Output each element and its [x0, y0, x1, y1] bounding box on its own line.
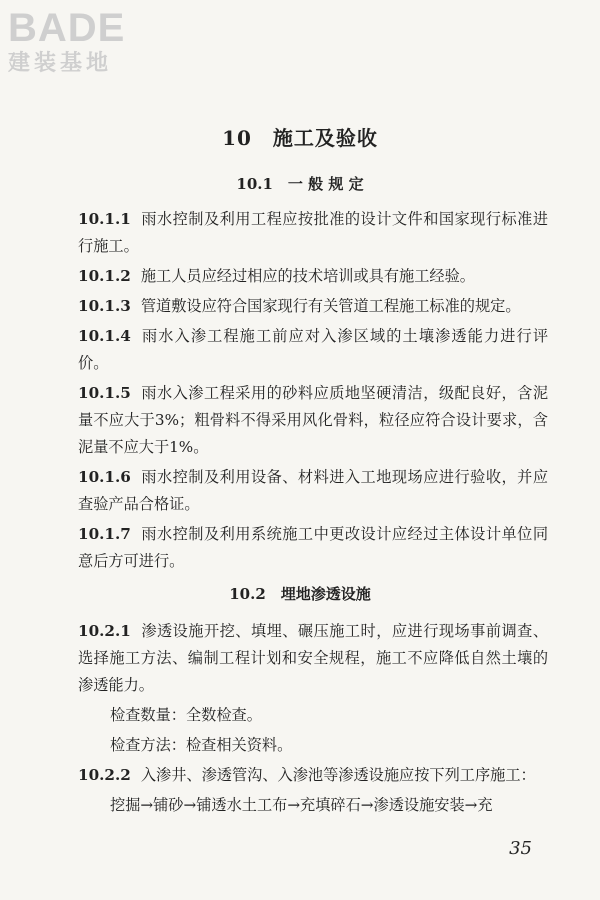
section-title-10-2: 10.2 埋地渗透设施 [229, 585, 371, 603]
clause-text: 雨水控制及利用设备、材料进入工地现场应进行验收，并应查验产品合格证。 [78, 468, 548, 513]
clause-10-1-5 [78, 380, 548, 461]
clause-text: 施工人员应经过相应的技术培训或具有施工经验。 [140, 267, 475, 285]
page-number: 35 [509, 838, 532, 859]
clause-10-1-3 [78, 293, 548, 320]
clause-number: 10.1.3 [78, 297, 131, 315]
clause-10-1-4 [78, 323, 548, 377]
section-10-2-body [78, 618, 548, 822]
clause-number: 10.1.5 [78, 384, 131, 402]
clause-10-2-2 [78, 762, 548, 789]
clause-10-2-1 [78, 618, 548, 699]
clause-10-1-1 [78, 206, 548, 260]
clause-number: 10.2.1 [78, 622, 131, 640]
clause-text: 雨水控制及利用工程应按批准的设计文件和国家现行标准进行施工。 [78, 210, 548, 255]
clause-text: 管道敷设应符合国家现行有关管道工程施工标准的规定。 [140, 297, 521, 315]
check-quantity: 检查数量：全数检查。 [110, 706, 262, 724]
section-10-1-body [78, 206, 548, 578]
clause-10-1-6 [78, 464, 548, 518]
check-method: 检查方法：检查相关资料。 [110, 736, 293, 754]
clause-text: 雨水入渗工程施工前应对入渗区域的土壤渗透能力进行评价。 [78, 327, 548, 372]
clause-text: 雨水控制及利用系统施工中更改设计应经过主体设计单位同意后方可进行。 [78, 525, 548, 570]
watermark-brand: BADE [8, 6, 126, 50]
process-sequence: 挖掘→铺砂→铺透水土工布→充填碎石→渗透设施安装→充 [110, 796, 493, 814]
watermark-subtitle: 建装基地 [8, 51, 113, 76]
section-title-10-1: 10.1 一 般 规 定 [236, 175, 364, 193]
clause-number: 10.1.6 [78, 468, 131, 486]
clause-10-1-2 [78, 263, 548, 290]
clause-10-1-7 [78, 521, 548, 575]
clause-number: 10.1.1 [78, 210, 131, 228]
clause-number: 10.1.4 [78, 327, 131, 345]
clause-text: 雨水入渗工程采用的砂料应质地坚硬清洁，级配良好，含泥量不应大于3%；粗骨料不得采用风化骨料，粒径应符合设计要求，含泥量不应大于1%。 [78, 384, 548, 456]
clause-number: 10.1.2 [78, 267, 131, 285]
clause-text: 入渗井、渗透管沟、入渗池等渗透设施应按下列工序施工： [140, 766, 536, 784]
clause-number: 10.2.2 [78, 766, 131, 784]
watermark-logo [8, 6, 125, 78]
chapter-title: 10 施工及验收 [222, 126, 378, 150]
clause-text: 渗透设施开挖、填埋、碾压施工时，应进行现场事前调查、选择施工方法、编制工程计划和安全规程，施工不应降低自然土壤的渗透能力。 [78, 622, 548, 694]
clause-number: 10.1.7 [78, 525, 131, 543]
